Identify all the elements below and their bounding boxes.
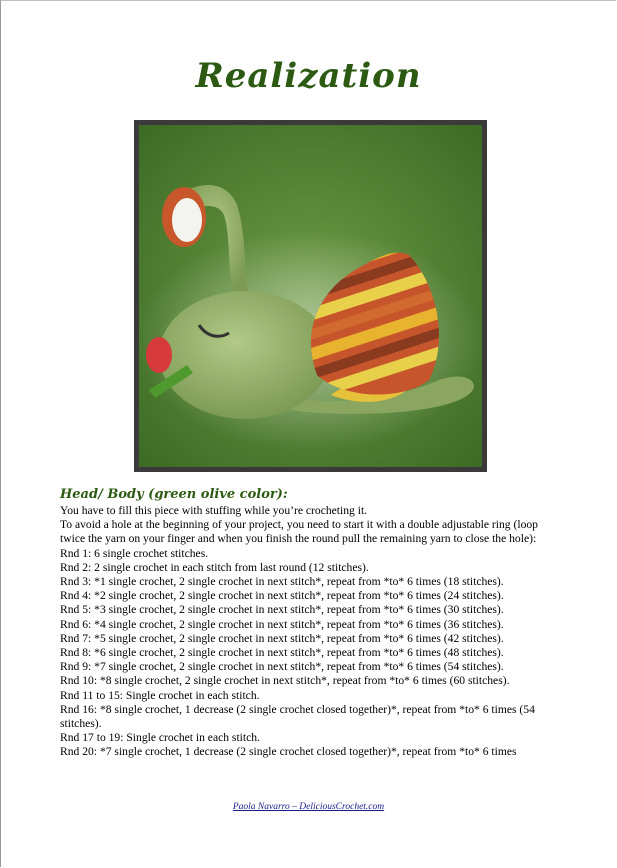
instruction-line: Rnd 5: *3 single crochet, 2 single crochet in next stitch*, repeat from *to* 6 times (30 stitches).	[60, 603, 504, 617]
instruction-line: Rnd 3: *1 single crochet, 2 single crochet in next stitch*, repeat from *to* 6 times (18 stitches).	[60, 575, 504, 589]
instruction-line: Rnd 20: *7 single crochet, 1 decrease (2 single crochet closed together)*, repeat from *to* 6 times	[60, 745, 517, 759]
instruction-line: Rnd 4: *2 single crochet, 2 single crochet in next stitch*, repeat from *to* 6 times (24 stitches).	[60, 589, 504, 603]
instruction-line: You have to fill this piece with stuffing while you’re crocheting it.	[60, 504, 368, 517]
instruction-line: Rnd 1: 6 single crochet stitches.	[60, 546, 209, 560]
instruction-line: Rnd 7: *5 single crochet, 2 single crochet in next stitch*, repeat from *to* 6 times (42 stitches).	[60, 631, 504, 645]
instruction-line: Rnd 9: *7 single crochet, 2 single crochet in next stitch*, repeat from *to* 6 times (54 stitches).	[60, 660, 504, 674]
instruction-line: Rnd 17 to 19: Single crochet in each stitch.	[60, 731, 260, 745]
instruction-line: Rnd 10: *8 single crochet, 2 single crochet in next stitch*, repeat from *to* 6 times (60 stitches).	[60, 674, 510, 688]
instruction-line: To avoid a hole at the beginning of your project, you need to start it with a double adjustable ring (loop twice the yarn on your finger and when you finish the round pull the remaining yarn to close the hole):	[60, 518, 538, 546]
instruction-line: Rnd 2: 2 single crochet in each stitch from last round (12 stitches).	[60, 560, 369, 574]
section-heading: Head/ Body (green olive color):	[60, 487, 288, 502]
instructions	[60, 504, 562, 760]
snail-illustration	[139, 125, 482, 467]
footer-link[interactable]: Paola Navarro – DeliciousCrochet.com	[232, 802, 385, 812]
instruction-line: Rnd 16: *8 single crochet, 1 decrease (2 single crochet closed together)*, repeat from *to* 6 times (54 stitches).	[60, 702, 535, 731]
instruction-line: Rnd 6: *4 single crochet, 2 single crochet in next stitch*, repeat from *to* 6 times (36 stitches).	[60, 617, 504, 631]
page-title: Realization	[195, 56, 422, 96]
snail-photo	[134, 120, 487, 472]
instruction-line: Rnd 8: *6 single crochet, 2 single crochet in next stitch*, repeat from *to* 6 times (48 stitches).	[60, 646, 504, 660]
instruction-line: Rnd 11 to 15: Single crochet in each stitch.	[60, 688, 260, 702]
